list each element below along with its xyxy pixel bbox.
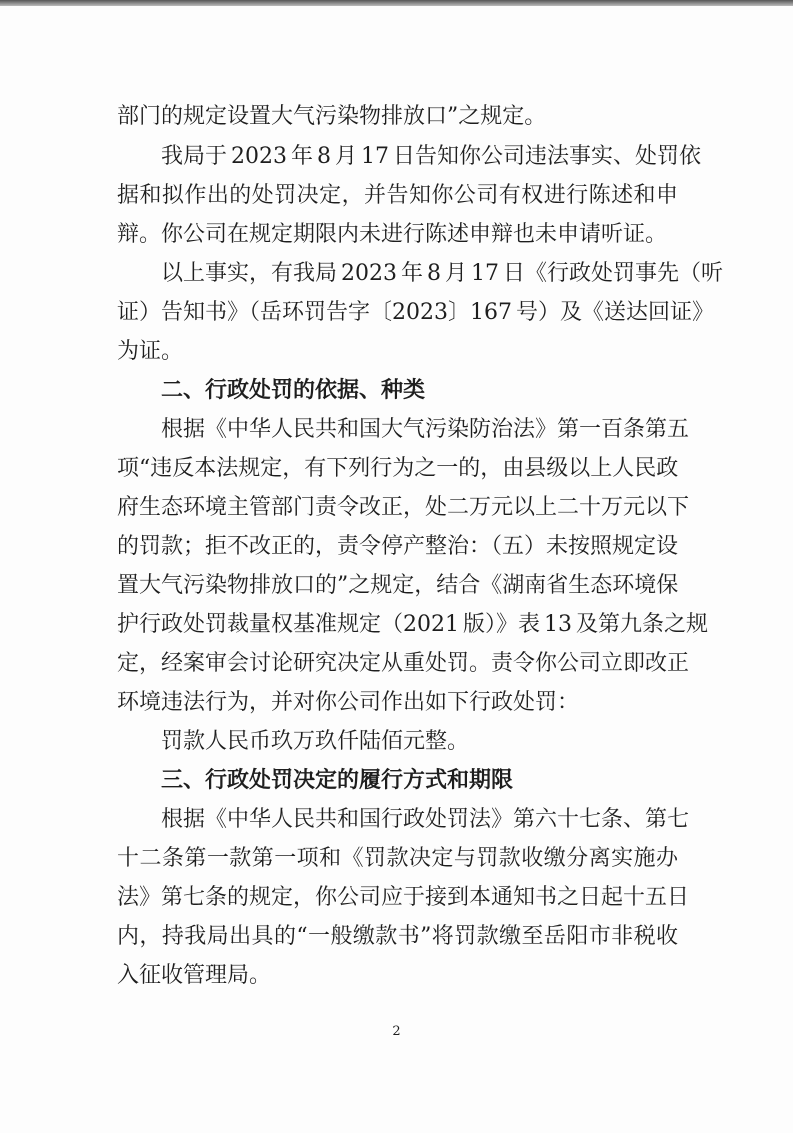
text-line: 罚款人民币玖万玖仟陆佰元整。 bbox=[161, 729, 470, 754]
text-line: 根据《中华人民共和国大气污染防治法》第一百条第五 bbox=[161, 417, 690, 442]
text-line: 定，经案审会讨论研究决定从重处罚。责令你公司立即改正 bbox=[117, 651, 690, 676]
scan-edge bbox=[0, 0, 793, 6]
text-line: 据和拟作出的处罚决定，并告知你公司有权进行陈述和申 bbox=[117, 183, 678, 208]
text-line: 护行政处罚裁量权基准规定（2021 版）》表 13 及第九条之规 bbox=[117, 612, 708, 637]
text-line: 部门的规定设置大气污染物排放口”之规定。 bbox=[117, 104, 547, 129]
text-line: 我局于 2023 年 8 月 17 日告知你公司违法事实、处罚依 bbox=[161, 144, 701, 169]
text-line: 法》第七条的规定，你公司应于接到本通知书之日起十五日 bbox=[117, 885, 690, 910]
text-line: 入征收管理局。 bbox=[117, 963, 272, 988]
text-line: 以上事实，有我局 2023 年 8 月 17 日《行政处罚事先（听 bbox=[161, 261, 723, 286]
text-line: 府生态环境主管部门责令改正，处二万元以上二十万元以下 bbox=[117, 495, 690, 520]
text-line: 项“违反本法规定，有下列行为之一的，由县级以上人民政 bbox=[117, 456, 679, 481]
section-heading: 三、行政处罚决定的履行方式和期限 bbox=[161, 768, 514, 793]
text-line: 证）告知书》（岳环罚告字〔2023〕167 号）及《送达回证》 bbox=[117, 300, 714, 325]
text-line: 根据《中华人民共和国行政处罚法》第六十七条、第七 bbox=[161, 807, 690, 832]
text-line: 辩。你公司在规定期限内未进行陈述申辩也未申请听证。 bbox=[117, 222, 668, 247]
text-line: 的罚款；拒不改正的，责令停产整治：（五）未按照规定设 bbox=[117, 534, 679, 559]
text-line: 为证。 bbox=[117, 339, 184, 364]
text-line: 置大气污染物排放口的”之规定，结合《湖南省生态环境保 bbox=[117, 573, 679, 598]
page-number: 2 bbox=[392, 1024, 401, 1039]
text-line: 环境违法行为，并对你公司作出如下行政处罚： bbox=[117, 690, 580, 715]
text-line: 内，持我局出具的“一般缴款书”将罚款缴至岳阳市非税收 bbox=[117, 924, 678, 949]
text-line: 十二条第一款第一项和《罚款决定与罚款收缴分离实施办 bbox=[117, 846, 678, 871]
section-heading: 二、行政处罚的依据、种类 bbox=[161, 378, 426, 403]
